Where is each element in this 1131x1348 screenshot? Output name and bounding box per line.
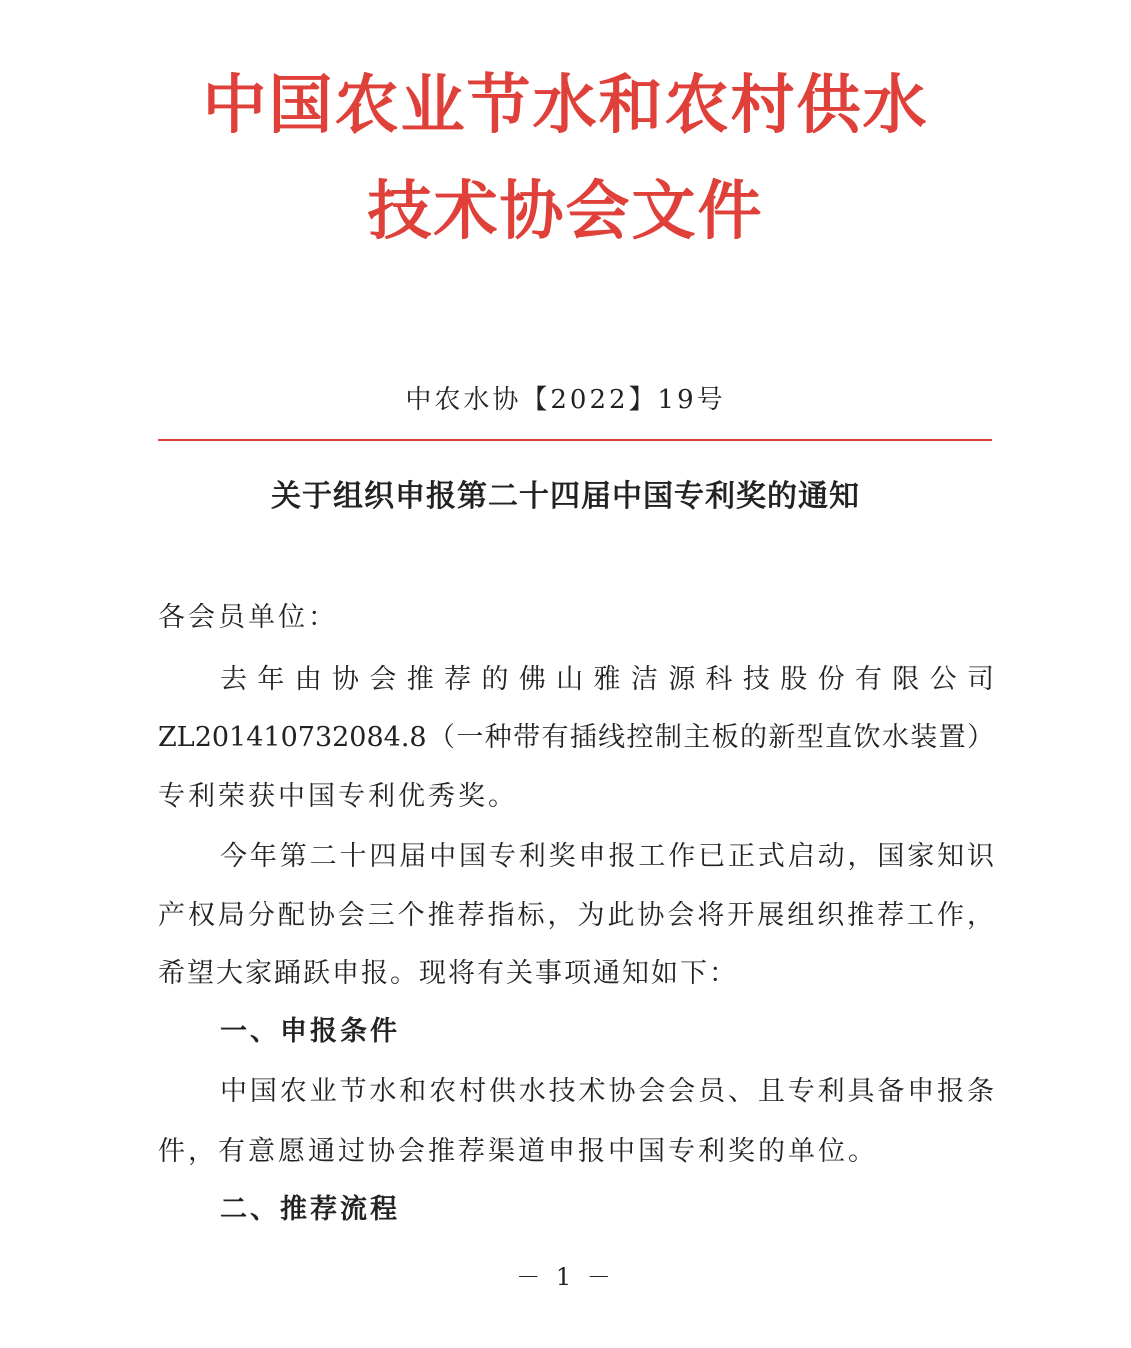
section-2-heading: 二、推荐流程 [220, 1194, 400, 1225]
paragraph-2-line-2: 产权局分配协会三个推荐指标，为此协会将开展组织推荐工作， [158, 900, 994, 931]
paragraph-1-line-2: ZL201410732084.8（一种带有插线控制主板的新型直饮水装置） [158, 722, 994, 753]
paragraph-1-line-3: 专利荣获中国专利优秀奖。 [158, 781, 518, 812]
section-1-line-1: 中国农业节水和农村供水技术协会会员、且专利具备申报条 [220, 1076, 994, 1107]
notice-title: 关于组织申报第二十四届中国专利奖的通知 [271, 479, 860, 514]
paragraph-2-line-3: 希望大家踊跃申报。现将有关事项通知如下： [158, 958, 738, 989]
red-divider [158, 439, 992, 441]
salutation: 各会员单位： [158, 602, 338, 633]
page-number: － 1 － [516, 1263, 615, 1291]
section-1-heading: 一、申报条件 [220, 1016, 400, 1047]
header-title-line-2: 技术协会文件 [367, 175, 764, 249]
header-title-line-1: 中国农业节水和农村供水 [202, 69, 929, 143]
paragraph-1-line-1: 去年由协会推荐的佛山雅洁源科技股份有限公司 [220, 664, 994, 695]
paragraph-2-line-1: 今年第二十四届中国专利奖申报工作已正式启动，国家知识 [220, 841, 994, 872]
section-1-line-2: 件，有意愿通过协会推荐渠道申报中国专利奖的单位。 [158, 1136, 878, 1167]
document-number: 中农水协【2022】19号 [405, 385, 726, 415]
